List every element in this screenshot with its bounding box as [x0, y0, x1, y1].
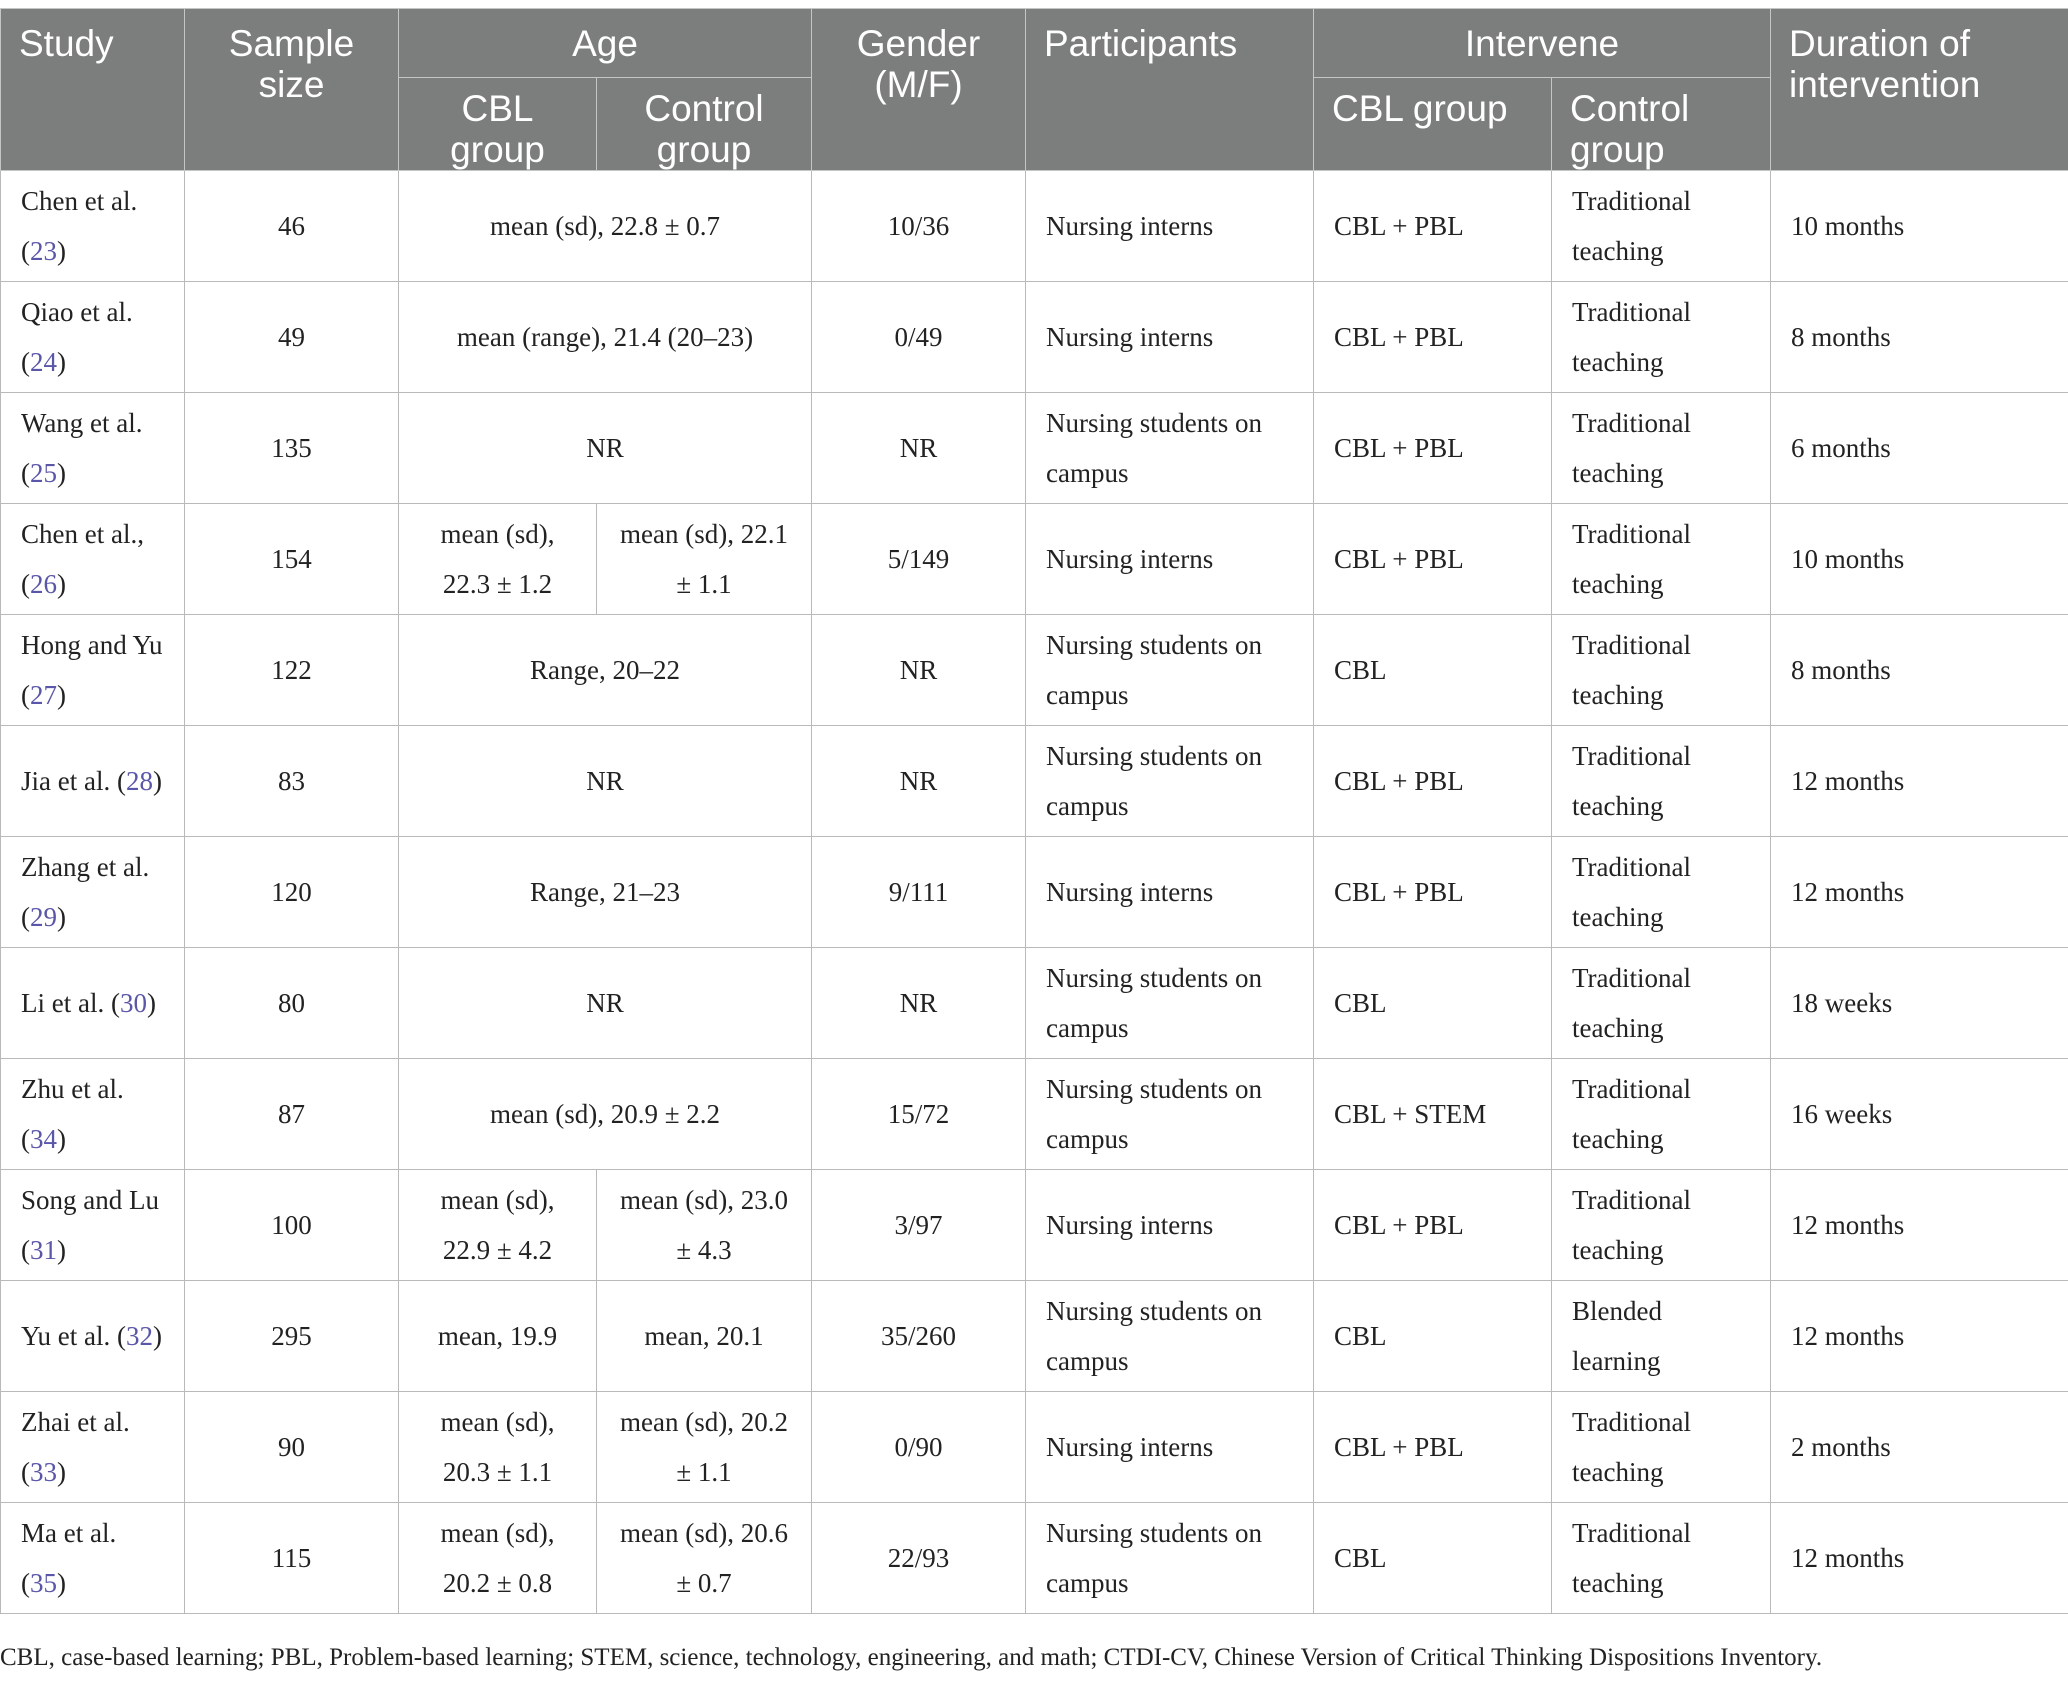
cell-intervene-cbl: CBL + PBL: [1314, 171, 1552, 282]
cell-participants: Nursing interns: [1026, 171, 1314, 282]
table-row: [1, 726, 2068, 837]
table-row: [1, 837, 2068, 948]
reference-link[interactable]: 31: [30, 1235, 57, 1265]
cell-participants: Nursing students on campus: [1026, 948, 1314, 1059]
reference-link[interactable]: 27: [30, 680, 57, 710]
cell-intervene-control: Traditional teaching: [1552, 615, 1771, 726]
cell-sample-size: 120: [185, 837, 399, 948]
cell-intervene-control: Traditional teaching: [1552, 393, 1771, 504]
cell-sample-size: 135: [185, 393, 399, 504]
study-name: Chen et al.: [21, 186, 138, 216]
cell-duration: 12 months: [1771, 1170, 2068, 1281]
study-name: Wang et al.: [21, 408, 143, 438]
table-row: [1, 171, 2068, 282]
reference-link[interactable]: 33: [30, 1457, 57, 1487]
header-intervene-control: Control group: [1552, 78, 1771, 171]
cell-age-control: mean (sd), 22.1 ± 1.1: [597, 504, 812, 615]
cell-age: NR: [399, 948, 812, 1059]
cell-age: NR: [399, 393, 812, 504]
cell-intervene-control: Traditional teaching: [1552, 1059, 1771, 1170]
cell-participants: Nursing students on campus: [1026, 1059, 1314, 1170]
cell-gender: 0/90: [812, 1392, 1026, 1503]
cell-gender: NR: [812, 393, 1026, 504]
cell-duration: 6 months: [1771, 393, 2068, 504]
cell-age-cbl: mean, 19.9: [399, 1281, 597, 1392]
table-row: [1, 1392, 2068, 1503]
cell-age: mean (range), 21.4 (20–23): [399, 282, 812, 393]
cell-duration: 10 months: [1771, 171, 2068, 282]
cell-participants: Nursing interns: [1026, 1392, 1314, 1503]
cell-age-cbl: mean (sd), 22.9 ± 4.2: [399, 1170, 597, 1281]
cell-study: Zhu et al. (34): [1, 1059, 185, 1170]
cell-intervene-cbl: CBL: [1314, 615, 1552, 726]
table-row: [1, 504, 2068, 615]
cell-study: Jia et al. (28): [1, 726, 185, 837]
cell-study: Qiao et al. (24): [1, 282, 185, 393]
study-name: Li et al.: [21, 988, 105, 1018]
cell-sample-size: 49: [185, 282, 399, 393]
cell-participants: Nursing students on campus: [1026, 1503, 1314, 1614]
reference-link[interactable]: 34: [30, 1124, 57, 1154]
cell-intervene-cbl: CBL + PBL: [1314, 393, 1552, 504]
cell-age: Range, 20–22: [399, 615, 812, 726]
cell-intervene-cbl: CBL + PBL: [1314, 1170, 1552, 1281]
header-duration: Duration of intervention: [1771, 9, 2068, 171]
cell-age-cbl: mean (sd), 22.3 ± 1.2: [399, 504, 597, 615]
header-study: Study: [1, 9, 185, 171]
cell-gender: 35/260: [812, 1281, 1026, 1392]
header-age-cbl: CBL group: [399, 78, 597, 171]
study-name: Jia et al.: [21, 766, 111, 796]
reference-link[interactable]: 23: [30, 236, 57, 266]
cell-gender: NR: [812, 726, 1026, 837]
cell-duration: 8 months: [1771, 282, 2068, 393]
table-body: [1, 171, 2068, 1614]
cell-intervene-cbl: CBL + PBL: [1314, 1392, 1552, 1503]
cell-participants: Nursing interns: [1026, 837, 1314, 948]
cell-gender: NR: [812, 948, 1026, 1059]
reference-link[interactable]: 30: [119, 988, 147, 1018]
table-row: [1, 282, 2068, 393]
cell-gender: 3/97: [812, 1170, 1026, 1281]
cell-gender: 5/149: [812, 504, 1026, 615]
table-row: [1, 1059, 2068, 1170]
study-name: Zhang et al.: [21, 852, 150, 882]
cell-sample-size: 122: [185, 615, 399, 726]
cell-participants: Nursing students on campus: [1026, 615, 1314, 726]
cell-intervene-control: Traditional teaching: [1552, 171, 1771, 282]
study-name: Zhai et al.: [21, 1407, 130, 1437]
reference-link[interactable]: 28: [125, 766, 153, 796]
cell-intervene-cbl: CBL + PBL: [1314, 282, 1552, 393]
cell-study: Zhai et al. (33): [1, 1392, 185, 1503]
cell-age: NR: [399, 726, 812, 837]
cell-sample-size: 87: [185, 1059, 399, 1170]
reference-link[interactable]: 25: [30, 458, 57, 488]
cell-intervene-control: Traditional teaching: [1552, 726, 1771, 837]
header-sample-size: Sample size: [185, 9, 399, 171]
header-gender: Gender (M/F): [812, 9, 1026, 171]
table-row: [1, 948, 2068, 1059]
cell-duration: 12 months: [1771, 726, 2068, 837]
table-row: [1, 615, 2068, 726]
cell-intervene-control: Traditional teaching: [1552, 948, 1771, 1059]
cell-intervene-control: Blended learning: [1552, 1281, 1771, 1392]
cell-sample-size: 80: [185, 948, 399, 1059]
studies-table: [0, 8, 2068, 1614]
cell-intervene-cbl: CBL + STEM: [1314, 1059, 1552, 1170]
cell-sample-size: 295: [185, 1281, 399, 1392]
study-name: Zhu et al.: [21, 1074, 124, 1104]
cell-duration: 10 months: [1771, 504, 2068, 615]
cell-age-control: mean, 20.1: [597, 1281, 812, 1392]
cell-study: Chen et al. (23): [1, 171, 185, 282]
cell-gender: 0/49: [812, 282, 1026, 393]
table-row: [1, 1170, 2068, 1281]
reference-link[interactable]: 35: [30, 1568, 57, 1598]
cell-intervene-control: Traditional teaching: [1552, 1503, 1771, 1614]
cell-sample-size: 154: [185, 504, 399, 615]
header-age-control: Control group: [597, 78, 812, 171]
cell-age: mean (sd), 20.9 ± 2.2: [399, 1059, 812, 1170]
cell-study: Wang et al. (25): [1, 393, 185, 504]
cell-participants: Nursing students on campus: [1026, 726, 1314, 837]
header-intervene-cbl: CBL group: [1314, 78, 1552, 171]
cell-participants: Nursing students on campus: [1026, 1281, 1314, 1392]
reference-link[interactable]: 24: [30, 347, 57, 377]
cell-age: mean (sd), 22.8 ± 0.7: [399, 171, 812, 282]
study-name: Ma et al.: [21, 1518, 117, 1548]
cell-study: Chen et al., (26): [1, 504, 185, 615]
cell-intervene-cbl: CBL: [1314, 1281, 1552, 1392]
study-name: Hong and Yu: [21, 630, 163, 660]
reference-link[interactable]: 26: [30, 569, 57, 599]
cell-intervene-control: Traditional teaching: [1552, 1170, 1771, 1281]
cell-intervene-cbl: CBL: [1314, 1503, 1552, 1614]
cell-age-control: mean (sd), 20.2 ± 1.1: [597, 1392, 812, 1503]
cell-age-control: mean (sd), 20.6 ± 0.7: [597, 1503, 812, 1614]
reference-link[interactable]: 29: [30, 902, 57, 932]
cell-age-control: mean (sd), 23.0 ± 4.3: [597, 1170, 812, 1281]
table-row: [1, 393, 2068, 504]
cell-duration: 12 months: [1771, 837, 2068, 948]
cell-sample-size: 90: [185, 1392, 399, 1503]
cell-gender: 15/72: [812, 1059, 1026, 1170]
table-row: [1, 1503, 2068, 1614]
cell-study: Li et al. (30): [1, 948, 185, 1059]
cell-intervene-cbl: CBL + PBL: [1314, 837, 1552, 948]
cell-participants: Nursing interns: [1026, 282, 1314, 393]
cell-gender: 9/111: [812, 837, 1026, 948]
table-row: [1, 1281, 2068, 1392]
cell-sample-size: 100: [185, 1170, 399, 1281]
cell-age: Range, 21–23: [399, 837, 812, 948]
cell-intervene-control: Traditional teaching: [1552, 282, 1771, 393]
cell-study: Zhang et al. (29): [1, 837, 185, 948]
study-name: Yu et al.: [21, 1321, 111, 1351]
study-name: Chen et al.,: [21, 519, 144, 549]
cell-sample-size: 46: [185, 171, 399, 282]
cell-study: Yu et al. (32): [1, 1281, 185, 1392]
cell-age-cbl: mean (sd), 20.3 ± 1.1: [399, 1392, 597, 1503]
cell-duration: 18 weeks: [1771, 948, 2068, 1059]
cell-age-cbl: mean (sd), 20.2 ± 0.8: [399, 1503, 597, 1614]
cell-duration: 12 months: [1771, 1281, 2068, 1392]
cell-duration: 2 months: [1771, 1392, 2068, 1503]
header-participants: Participants: [1026, 9, 1314, 171]
cell-duration: 8 months: [1771, 615, 2068, 726]
cell-intervene-cbl: CBL: [1314, 948, 1552, 1059]
cell-duration: 16 weeks: [1771, 1059, 2068, 1170]
header-intervene: Intervene: [1314, 9, 1771, 78]
cell-study: Hong and Yu (27): [1, 615, 185, 726]
cell-gender: 10/36: [812, 171, 1026, 282]
cell-study: Ma et al. (35): [1, 1503, 185, 1614]
cell-participants: Nursing interns: [1026, 1170, 1314, 1281]
cell-intervene-cbl: CBL + PBL: [1314, 726, 1552, 837]
header-age: Age: [399, 9, 812, 78]
study-name: Qiao et al.: [21, 297, 133, 327]
cell-gender: NR: [812, 615, 1026, 726]
table-footnote: CBL, case-based learning; PBL, Problem-based learning; STEM, science, technology, engineering, and math; CTDI-CV, Chinese Version of Critical Thinking Dispositions Inventory.: [0, 1644, 1823, 1671]
cell-intervene-control: Traditional teaching: [1552, 504, 1771, 615]
cell-intervene-cbl: CBL + PBL: [1314, 504, 1552, 615]
cell-sample-size: 83: [185, 726, 399, 837]
cell-duration: 12 months: [1771, 1503, 2068, 1614]
cell-study: Song and Lu (31): [1, 1170, 185, 1281]
cell-sample-size: 115: [185, 1503, 399, 1614]
cell-gender: 22/93: [812, 1503, 1026, 1614]
cell-intervene-control: Traditional teaching: [1552, 1392, 1771, 1503]
study-name: Song and Lu: [21, 1185, 159, 1215]
cell-intervene-control: Traditional teaching: [1552, 837, 1771, 948]
reference-link[interactable]: 32: [125, 1321, 153, 1351]
cell-participants: Nursing students on campus: [1026, 393, 1314, 504]
table-header: [1, 9, 2068, 171]
cell-participants: Nursing interns: [1026, 504, 1314, 615]
